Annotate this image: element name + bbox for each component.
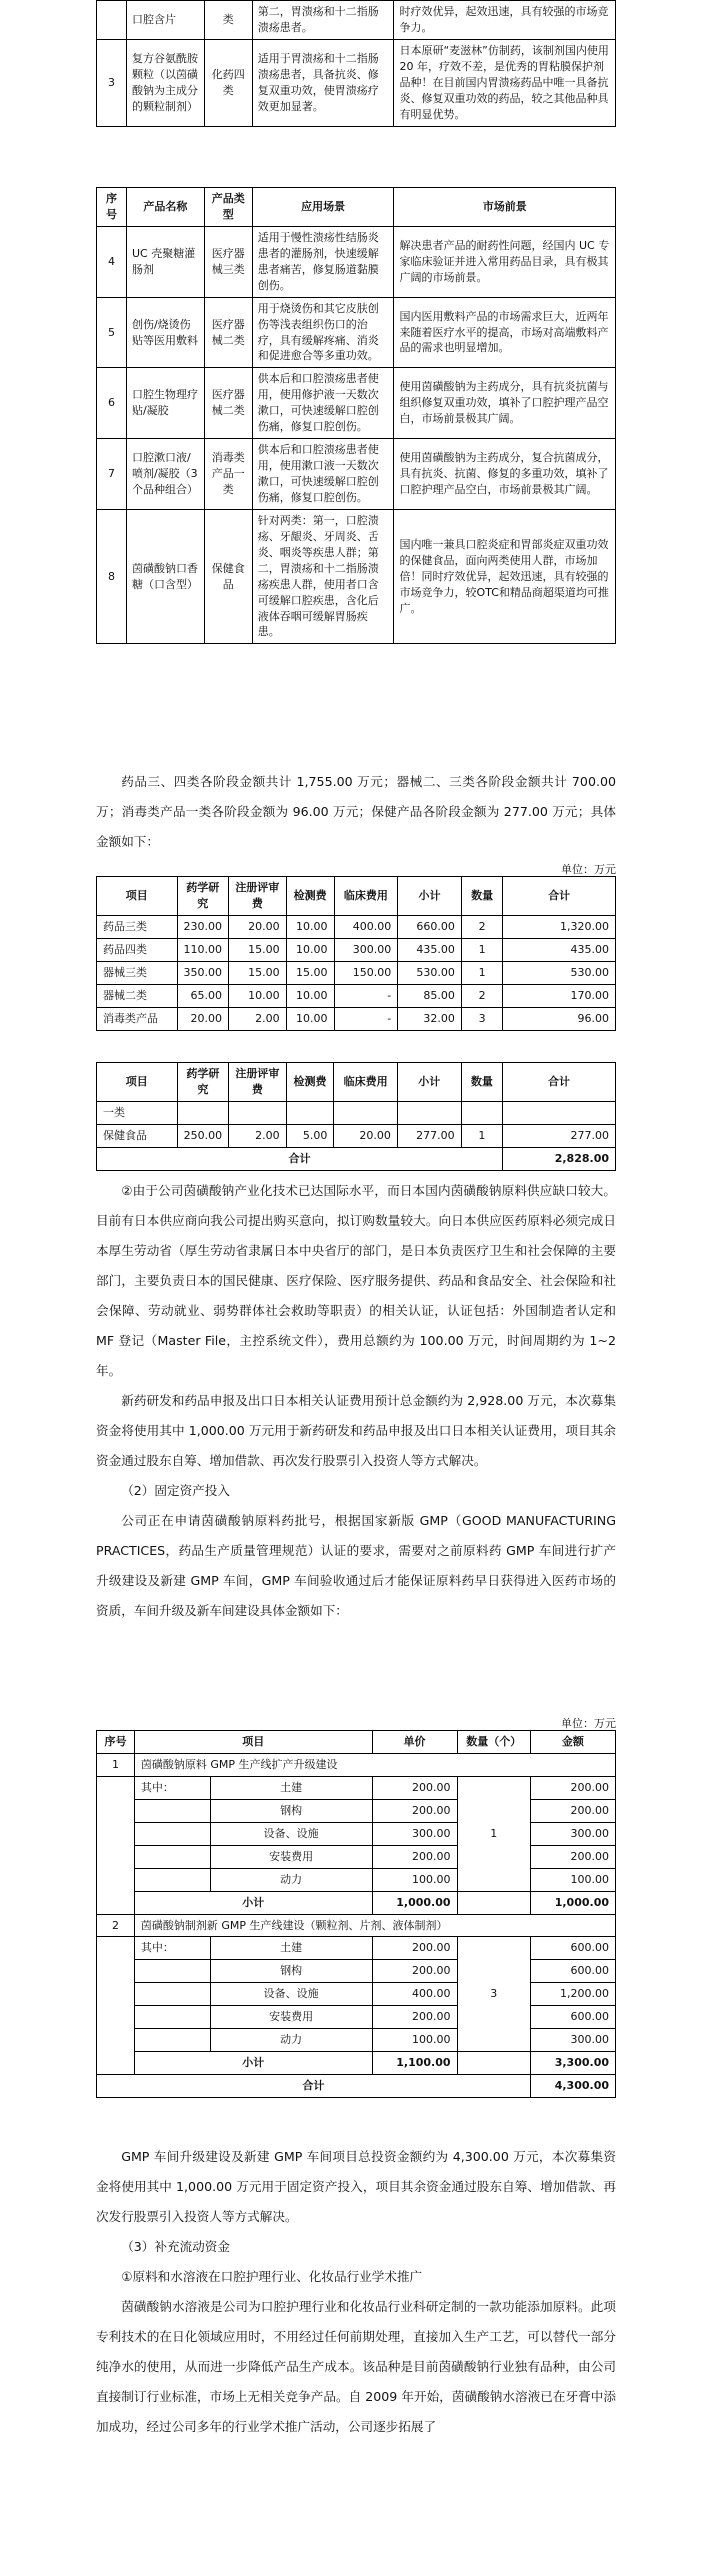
paragraph: 新药研发和药品申报及出口日本相关认证费用预计总金额约为 2,928.00 万元，本次募集资金将使用其中 1,000.00 万元用于新药研发和药品申报及出口日本相关认证费用，项目其余资金通过股东自筹、增加借款、再次发行股票引入投资人等方式解决。 bbox=[96, 1393, 616, 1468]
table-row bbox=[97, 226, 616, 297]
table-cell: 化药四类 bbox=[204, 39, 252, 126]
table-cell bbox=[134, 1799, 210, 1822]
table-cell: 3 bbox=[457, 1937, 530, 2052]
col-header: 小计 bbox=[397, 1063, 461, 1102]
table-cell: 土建 bbox=[210, 1776, 372, 1799]
table-cell: 供本后和口腔溃疡患者使用，使用修护液一天数次漱口，可快速缓解口腔创伤痛，修复口腔创伤。 bbox=[252, 368, 394, 439]
table-row bbox=[97, 938, 616, 961]
table-cell: 10.00 bbox=[286, 1007, 334, 1030]
table-row bbox=[97, 439, 616, 510]
table-row bbox=[97, 1101, 616, 1124]
table-cell: 150.00 bbox=[334, 961, 398, 984]
table-cell: 20.00 bbox=[177, 1007, 229, 1030]
table-cell: 钢构 bbox=[210, 1960, 372, 1983]
table-cell: 医疗器械二类 bbox=[204, 297, 252, 368]
table-cell: 200.00 bbox=[530, 1799, 615, 1822]
table-cell: 10.00 bbox=[229, 984, 287, 1007]
table-cell: 10.00 bbox=[286, 938, 334, 961]
table-cell: 2 bbox=[97, 1914, 135, 1937]
table-cell: 530.00 bbox=[398, 961, 462, 984]
table-row bbox=[97, 1007, 616, 1030]
table-cell: 茵磺酸钠原料 GMP 生产线扩产升级建设 bbox=[134, 1753, 615, 1776]
table-cell: - bbox=[334, 984, 398, 1007]
table-cell: 277.00 bbox=[397, 1124, 461, 1147]
col-header: 序号 bbox=[97, 1731, 135, 1754]
group-title-row bbox=[97, 1914, 616, 1937]
table-cell: 3 bbox=[461, 1007, 502, 1030]
table-cell: 2.00 bbox=[229, 1007, 287, 1030]
table-cell: 1 bbox=[461, 1124, 502, 1147]
col-header: 单价 bbox=[372, 1731, 457, 1754]
table-cell: 设备、设施 bbox=[210, 1983, 372, 2006]
col-header: 产品类型 bbox=[204, 188, 252, 227]
body-text-section bbox=[96, 1176, 616, 1626]
table-cell: 600.00 bbox=[530, 1937, 615, 1960]
table-cell: 器械三类 bbox=[97, 961, 178, 984]
total-value: 4,300.00 bbox=[530, 2075, 615, 2098]
table-cell: 20.00 bbox=[334, 1124, 398, 1147]
table-cell bbox=[177, 1101, 229, 1124]
total-row bbox=[97, 2075, 616, 2098]
table-row bbox=[97, 961, 616, 984]
table-cell: 小计 bbox=[134, 1891, 372, 1914]
table-cell: 660.00 bbox=[398, 915, 462, 938]
col-header: 注册评审费 bbox=[229, 877, 287, 916]
group-title-row bbox=[97, 1753, 616, 1776]
table-cell: 动力 bbox=[210, 1868, 372, 1891]
table-cell: 170.00 bbox=[503, 984, 616, 1007]
table-cell: 创伤/烧烫伤贴等医用敷料 bbox=[126, 297, 204, 368]
table-cell bbox=[97, 1937, 135, 2075]
total-label: 合计 bbox=[97, 2075, 531, 2098]
table-cell: 277.00 bbox=[503, 1124, 616, 1147]
col-header: 检测费 bbox=[286, 1063, 334, 1102]
table-cell: 200.00 bbox=[372, 1937, 457, 1960]
table-cell: 10.00 bbox=[286, 984, 334, 1007]
table-cell: 2.00 bbox=[229, 1124, 287, 1147]
table-row bbox=[97, 297, 616, 368]
table-cell: 8 bbox=[97, 509, 127, 644]
paragraph: GMP 车间升级建设及新建 GMP 车间项目总投资金额约为 4,300.00 万元，本次募集资金将使用其中 1,000.00 万元用于固定资产投入，项目其余资金通过股东自筹、增加借款、再次发行股票引入投资人等方式解决。 bbox=[96, 2149, 616, 2224]
table-cell: 300.00 bbox=[334, 938, 398, 961]
table-cell: 5 bbox=[97, 297, 127, 368]
table-cell: 300.00 bbox=[530, 2029, 615, 2052]
table-cell: 保健食品 bbox=[97, 1124, 178, 1147]
table-cell bbox=[397, 1101, 461, 1124]
table-cell: 日本原研“麦滋林”仿制药，该制剂国内使用 20 年，疗效不差，是优秀的胃粘膜保护剂品种！在目前国内胃溃疡药品中唯一具备抗炎、修复双重功效的药品，较之其他品种具有明显优势。 bbox=[394, 39, 616, 126]
table-row bbox=[97, 1960, 616, 1983]
table-cell: 药品四类 bbox=[97, 938, 178, 961]
table-row bbox=[97, 1822, 616, 1845]
table-cell bbox=[286, 1101, 334, 1124]
table-cell: 96.00 bbox=[503, 1007, 616, 1030]
total-value: 2,828.00 bbox=[503, 1147, 616, 1170]
col-header: 应用场景 bbox=[252, 188, 394, 227]
table-cell bbox=[229, 1101, 287, 1124]
subtotal-row bbox=[97, 2052, 616, 2075]
col-header: 产品名称 bbox=[126, 188, 204, 227]
table-cell: 消毒类产品一类 bbox=[204, 439, 252, 510]
table-cell: 435.00 bbox=[398, 938, 462, 961]
section-heading: ①原料和水溶液在口腔护理行业、化妆品行业学术推广 bbox=[121, 2269, 423, 2284]
table-row bbox=[97, 1124, 616, 1147]
table-cell: 设备、设施 bbox=[210, 1822, 372, 1845]
table-cell: 530.00 bbox=[503, 961, 616, 984]
table-cell bbox=[457, 2052, 530, 2075]
table-row bbox=[97, 915, 616, 938]
total-row bbox=[97, 1147, 616, 1170]
table-cell: 3 bbox=[97, 39, 127, 126]
table-cell: 小计 bbox=[134, 2052, 372, 2075]
table-cell: 口腔生物理疗贴/凝胶 bbox=[126, 368, 204, 439]
table-row bbox=[97, 39, 616, 126]
table-cell: 钢构 bbox=[210, 1799, 372, 1822]
section-heading: （2）固定资产投入 bbox=[121, 1483, 230, 1498]
table-cell: 200.00 bbox=[530, 1776, 615, 1799]
table-cell: 250.00 bbox=[177, 1124, 229, 1147]
table-cell: 供本后和口腔溃疡患者使用，使用漱口液一天数次漱口，可快速缓解口腔创伤痛，修复口腔创伤。 bbox=[252, 439, 394, 510]
table-cell: 器械二类 bbox=[97, 984, 178, 1007]
col-header: 金额 bbox=[530, 1731, 615, 1754]
col-header: 数量 bbox=[461, 877, 502, 916]
table-cell: 使用茵磺酸钠为主药成分，具有抗炎抗菌与组织修复双重功效，填补了口腔护理产品空白，市场前景极其广阔。 bbox=[394, 368, 616, 439]
unit-label: 单位：万元 bbox=[561, 1717, 616, 1730]
table-cell: 100.00 bbox=[530, 1868, 615, 1891]
table-cell: 435.00 bbox=[503, 938, 616, 961]
table-cell: 400.00 bbox=[372, 1983, 457, 2006]
col-header: 药学研究 bbox=[177, 877, 229, 916]
col-header: 临床费用 bbox=[334, 1063, 398, 1102]
table-cell: 动力 bbox=[210, 2029, 372, 2052]
section-heading: （3）补充流动资金 bbox=[121, 2239, 230, 2254]
table-row bbox=[97, 368, 616, 439]
table-cell: 200.00 bbox=[372, 2006, 457, 2029]
table-cell: 医疗器械二类 bbox=[204, 368, 252, 439]
table-cell: 其中： bbox=[134, 1937, 210, 1960]
table-cell: 国内唯一兼具口腔炎症和胃部炎症双重功效的保健食品，面向两类使用人群，市场加倍！同时疗效优异，起效迅速，具有较强的市场竞争力，较OTC和精品商超渠道均可推广。 bbox=[394, 509, 616, 644]
table-cell: 安装费用 bbox=[210, 2006, 372, 2029]
table-cell: 85.00 bbox=[398, 984, 462, 1007]
col-header: 数量（个） bbox=[457, 1731, 530, 1754]
table-row bbox=[97, 509, 616, 644]
total-label: 合计 bbox=[97, 1147, 503, 1170]
table-cell: 200.00 bbox=[372, 1845, 457, 1868]
col-header: 药学研究 bbox=[177, 1063, 229, 1102]
col-header: 市场前景 bbox=[394, 188, 616, 227]
col-header: 合计 bbox=[503, 1063, 616, 1102]
table-cell: 200.00 bbox=[372, 1799, 457, 1822]
cost-summary-paragraph bbox=[96, 767, 616, 857]
table-cell: 茵磺酸钠制剂新 GMP 生产线建设（颗粒剂、片剂、液体制剂） bbox=[134, 1914, 615, 1937]
table-cell: 110.00 bbox=[177, 938, 229, 961]
table-cell: 1 bbox=[97, 1753, 135, 1776]
col-header: 临床费用 bbox=[334, 877, 398, 916]
table-cell: 100.00 bbox=[372, 1868, 457, 1891]
table-cell: 一类 bbox=[97, 1101, 178, 1124]
table-cell: - bbox=[334, 1007, 398, 1030]
table-cell: 1,100.00 bbox=[372, 2052, 457, 2075]
table-cell: 300.00 bbox=[530, 1822, 615, 1845]
col-header: 项目 bbox=[97, 877, 178, 916]
table-cell bbox=[97, 1776, 135, 1914]
table-cell: 1 bbox=[461, 938, 502, 961]
table-cell: 3,300.00 bbox=[530, 2052, 615, 2075]
health-food-cost-table bbox=[96, 1062, 616, 1171]
table-cell: 安装费用 bbox=[210, 1845, 372, 1868]
table-row bbox=[97, 2029, 616, 2052]
table-cell: 保健食品 bbox=[204, 509, 252, 644]
table-cell: 口腔含片 bbox=[126, 1, 204, 40]
paragraph: ②由于公司茵磺酸钠产业化技术已达国际水平，而日本国内茵磺酸钠原料供应缺口较大。目前有日本供应商向我公司提出购买意向，拟订购数量较大。向日本供应医药原料必须完成日本厚生劳动省（厚生劳动省隶属日本中央省厅的部门，是日本负责医疗卫生和社会保障的主要部门，主要负责日本的国民健康、医疗保险、医疗服务提供、药品和食品安全、社会保险和社会保障、劳动就业、弱势群体社会救助等职责）的相关认证，认证包括：外国制造者认定和 MF 登记（Master File，主控系统文件），费用总额约为 100.00 万元，时间周期约为 1~2 年。 bbox=[96, 1183, 616, 1378]
col-header: 项目 bbox=[134, 1731, 372, 1754]
table-cell: 600.00 bbox=[530, 1960, 615, 1983]
gmp-investment-table bbox=[96, 1730, 616, 2098]
table-row bbox=[97, 1799, 616, 1822]
table-cell: UC 壳聚糖灌肠剂 bbox=[126, 226, 204, 297]
table-cell: 20.00 bbox=[229, 915, 287, 938]
table-cell bbox=[134, 1983, 210, 2006]
table-cell bbox=[334, 1101, 398, 1124]
table-cell: 200.00 bbox=[372, 1960, 457, 1983]
table-cell: 茵磺酸钠口香糖（口含型） bbox=[126, 509, 204, 644]
table-row bbox=[97, 2006, 616, 2029]
table-cell: 350.00 bbox=[177, 961, 229, 984]
table-cell bbox=[134, 1822, 210, 1845]
table-row bbox=[97, 1845, 616, 1868]
table-row bbox=[97, 1937, 616, 1960]
table-cell: 药品三类 bbox=[97, 915, 178, 938]
col-header: 注册评审费 bbox=[229, 1063, 287, 1102]
unit-label: 单位：万元 bbox=[561, 863, 616, 876]
table-cell bbox=[134, 2029, 210, 2052]
table-cell: 针对两类：第一，口腔溃疡、牙龈炎、牙周炎、舌炎、咽炎等疾患人群；第二，胃溃疡和十二指肠溃疡疾患人群，使用者口含可缓解口腔疾患，含化后液体吞咽可缓解胃肠疾患。 bbox=[252, 509, 394, 644]
table-cell: 6 bbox=[97, 368, 127, 439]
table-cell: 2 bbox=[461, 915, 502, 938]
table-cell: 适用于慢性溃疡性结肠炎患者的灌肠剂，快速缓解患者痛苦，修复肠道黏膜创伤。 bbox=[252, 226, 394, 297]
table-cell: 1,000.00 bbox=[530, 1891, 615, 1914]
table-cell: 5.00 bbox=[286, 1124, 334, 1147]
col-header: 合计 bbox=[503, 877, 616, 916]
table-cell: 其中： bbox=[134, 1776, 210, 1799]
table-cell bbox=[134, 1868, 210, 1891]
cost-table bbox=[96, 876, 616, 1031]
col-header: 小计 bbox=[398, 877, 462, 916]
table-cell bbox=[134, 2006, 210, 2029]
table-cell: 第二，胃溃疡和十二指肠溃疡患者。 bbox=[252, 1, 394, 40]
table-cell bbox=[503, 1101, 616, 1124]
col-header: 数量 bbox=[461, 1063, 502, 1102]
table-cell: 200.00 bbox=[530, 1845, 615, 1868]
table-cell: 1,320.00 bbox=[503, 915, 616, 938]
table-cell: 解决患者产品的耐药性问题，经国内 UC 专家临床验证并进入常用药品目录，具有极其广阔的市场前景。 bbox=[394, 226, 616, 297]
table-cell: 国内医用敷料产品的市场需求巨大，近两年来随着医疗水平的提高，市场对高端敷料产品的需求也明显增加。 bbox=[394, 297, 616, 368]
table-cell: 10.00 bbox=[286, 915, 334, 938]
table-cell: 200.00 bbox=[372, 1776, 457, 1799]
subtotal-row bbox=[97, 1891, 616, 1914]
product-table-continued bbox=[96, 0, 616, 127]
table-row bbox=[97, 1776, 616, 1799]
table-cell: 4 bbox=[97, 226, 127, 297]
table-cell: 2 bbox=[461, 984, 502, 1007]
table-row bbox=[97, 1868, 616, 1891]
table-cell: 1,200.00 bbox=[530, 1983, 615, 2006]
table-row bbox=[97, 984, 616, 1007]
table-cell: 600.00 bbox=[530, 2006, 615, 2029]
paragraph: 茵磺酸钠水溶液是公司为口腔护理行业和化妆品行业科研定制的一款功能添加原料。此项专利技术的在日化领域应用时，不用经过任何前期处理，直接加入生产工艺，可以替代一部分纯净水的使用，从而进一步降低产品生产成本。该品种是目前茵磺酸钠行业独有品种，由公司直接制订行业标准，市场上无相关竞争产品。自 2009 年开始，茵磺酸钠水溶液已在牙膏中添加成功，经过公司多年的行业学术推广活动，公司逐步拓展了 bbox=[96, 2299, 616, 2434]
table-cell: 时疗效优异，起效迅速，具有较强的市场竞争力。 bbox=[394, 1, 616, 40]
table-row bbox=[97, 1, 616, 40]
col-header: 序号 bbox=[97, 188, 127, 227]
table-row bbox=[97, 1983, 616, 2006]
table-cell: 医疗器械三类 bbox=[204, 226, 252, 297]
table-cell: 7 bbox=[97, 439, 127, 510]
table-cell: 15.00 bbox=[229, 938, 287, 961]
table-cell: 230.00 bbox=[177, 915, 229, 938]
table-cell: 1,000.00 bbox=[372, 1891, 457, 1914]
table-cell: 100.00 bbox=[372, 2029, 457, 2052]
col-header: 检测费 bbox=[286, 877, 334, 916]
table-cell: 土建 bbox=[210, 1937, 372, 1960]
table-cell: 复方谷氨酰胺颗粒（以茵磺酸钠为主成分的颗粒制剂） bbox=[126, 39, 204, 126]
table-cell: 15.00 bbox=[229, 961, 287, 984]
table-cell: 使用茵磺酸钠为主药成分，复合抗菌成分，具有抗炎、抗菌、修复的多重功效，填补了口腔护理产品空白，市场前景极其广阔。 bbox=[394, 439, 616, 510]
table-cell bbox=[97, 1, 127, 40]
table-cell bbox=[457, 1891, 530, 1914]
table-cell: 65.00 bbox=[177, 984, 229, 1007]
table-cell: 300.00 bbox=[372, 1822, 457, 1845]
product-table bbox=[96, 187, 616, 644]
table-cell: 用于烧烫伤和其它皮肤创伤等浅表组织伤口的治疗，具有缓解疼痛、消炎和促进愈合等多重功效。 bbox=[252, 297, 394, 368]
closing-text-section bbox=[96, 2142, 616, 2442]
table-cell: 消毒类产品 bbox=[97, 1007, 178, 1030]
table-cell: 32.00 bbox=[398, 1007, 462, 1030]
table-cell: 适用于胃溃疡和十二指肠溃疡患者，具备抗炎、修复双重功效，使胃溃疡疗效更加显著。 bbox=[252, 39, 394, 126]
table-cell: 15.00 bbox=[286, 961, 334, 984]
table-cell: 1 bbox=[461, 961, 502, 984]
table-cell: 400.00 bbox=[334, 915, 398, 938]
table-cell bbox=[134, 1845, 210, 1868]
table-cell: 口腔漱口液/喷剂/凝胶（3 个品种组合） bbox=[126, 439, 204, 510]
paragraph: 药品三、四类各阶段金额共计 1,755.00 万元；器械二、三类各阶段金额共计 700.00 万；消毒类产品一类各阶段金额为 96.00 万元；保健产品各阶段金额为 277.00 万元；具体金额如下： bbox=[96, 774, 616, 849]
table-cell bbox=[461, 1101, 502, 1124]
paragraph: 公司正在申请茵磺酸钠原料药批号，根据国家新版 GMP（GOOD MANUFACTURING PRACTICES，药品生产质量管理规范）认证的要求，需要对之前原料药 GMP 车间进行扩产升级建设及新建 GMP 车间，GMP 车间验收通过后才能保证原料药早日获得进入医药市场的资质，车间升级及新车间建设具体金额如下： bbox=[96, 1513, 616, 1618]
table-cell: 类 bbox=[204, 1, 252, 40]
col-header: 项目 bbox=[97, 1063, 178, 1102]
table-cell: 1 bbox=[457, 1776, 530, 1891]
table-cell bbox=[134, 1960, 210, 1983]
